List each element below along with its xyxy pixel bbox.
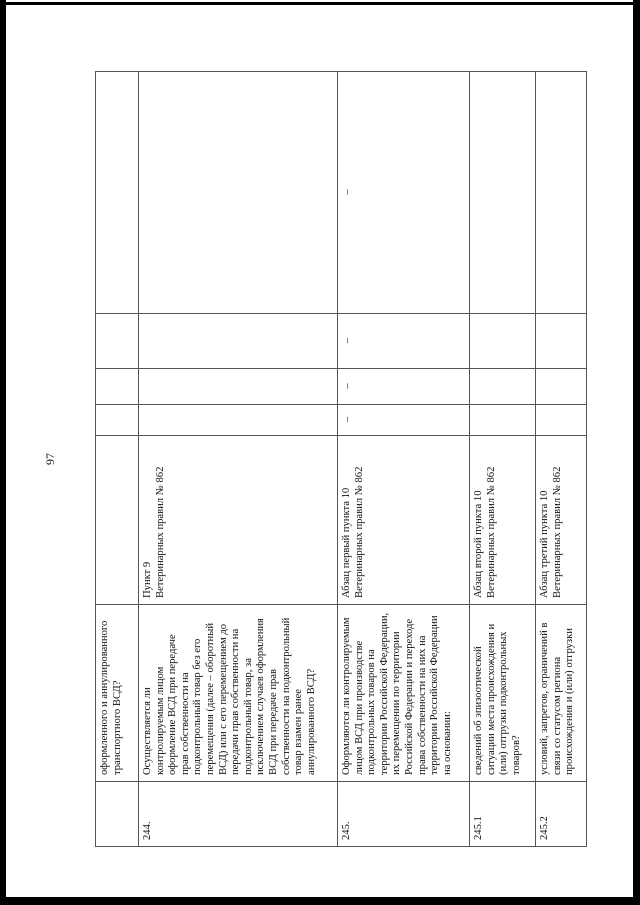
row-number: 244. [139, 782, 338, 847]
row-number: 245.1 [470, 782, 536, 847]
table-row [96, 72, 139, 847]
answer-na-cell [96, 314, 139, 369]
question-cell: оформленного и аннулированного транспортного ВСД? [96, 605, 139, 782]
row-number [96, 782, 139, 847]
notes-cell [96, 72, 139, 314]
question-cell: сведений об эпизоотической ситуации места происхождения и (или) отгрузки подконтрольных товаров? [470, 605, 536, 782]
reference-cell [96, 436, 139, 605]
question-cell: Осуществляется ли контролируемым лицом оформление ВСД при передаче прав собственности на подконтрольный товар без его перемещения (далее – оборотный ВСД) или с его перемещением до передачи прав собственности на подконтрольный товар, за исключением случаев оформления ВСД при передаче прав собственности на подконтрольный товар взамен ранее аннулированного ВСД? [139, 605, 338, 782]
answer-no-cell [96, 369, 139, 405]
answer-na-cell [536, 314, 587, 369]
table-row [338, 72, 470, 847]
answer-yes-cell [536, 405, 587, 436]
answer-yes-cell [139, 405, 338, 436]
answer-na-cell [470, 314, 536, 369]
reference-cell: Абзац второй пункта 10 Ветеринарных правил № 862 [470, 436, 536, 605]
notes-cell [536, 72, 587, 314]
notes-cell [139, 72, 338, 314]
reference-cell: Абзац третий пункта 10 Ветеринарных правил № 862 [536, 436, 587, 605]
checklist-table [95, 71, 587, 847]
answer-no-cell [139, 369, 338, 405]
question-cell: условий, запретов, ограничений в связи со статусом региона происхождения и (или) отгрузки [536, 605, 587, 782]
page-number: 97 [43, 453, 57, 465]
table-row [139, 72, 338, 847]
reference-cell: Пункт 9 Ветеринарных правил № 862 [139, 436, 338, 605]
answer-na-cell [139, 314, 338, 369]
answer-yes-cell: – [338, 405, 470, 436]
row-number: 245.2 [536, 782, 587, 847]
answer-yes-cell [470, 405, 536, 436]
notes-cell: – [338, 72, 470, 314]
row-number: 245. [338, 782, 470, 847]
answer-no-cell: – [338, 369, 470, 405]
answer-no-cell [470, 369, 536, 405]
table-row [536, 72, 587, 847]
table-row [470, 72, 536, 847]
reference-cell: Абзац первый пункта 10 Ветеринарных правил № 862 [338, 436, 470, 605]
answer-na-cell: – [338, 314, 470, 369]
answer-yes-cell [96, 405, 139, 436]
notes-cell [470, 72, 536, 314]
question-cell: Оформляются ли контролируемым лицом ВСД при производстве подконтрольных товаров на территории Российской Федерации, их перемещении по территории Российской Федерации и переходе права собственности на них на территории Российской Федерации на основании: [338, 605, 470, 782]
answer-no-cell [536, 369, 587, 405]
